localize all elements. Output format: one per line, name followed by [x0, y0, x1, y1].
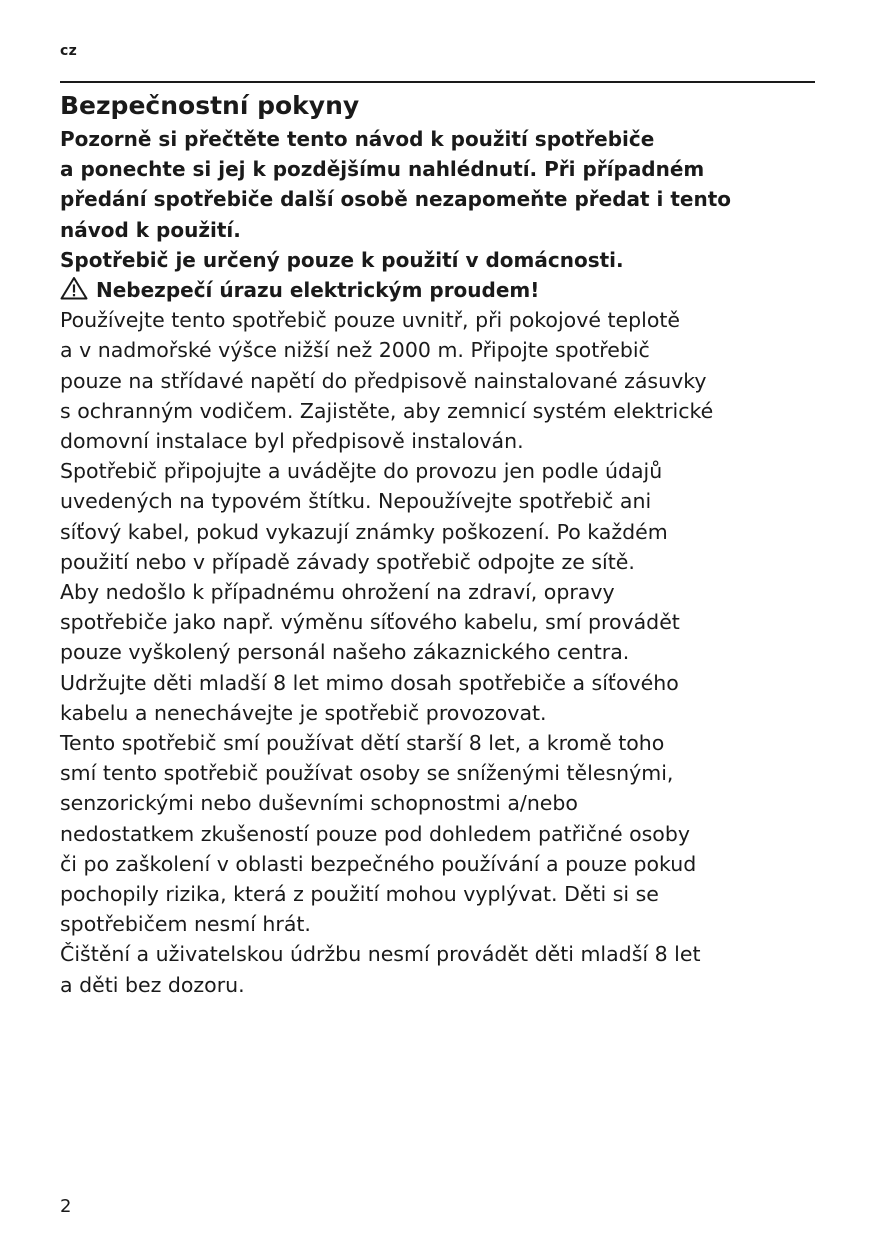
intro-line: návod k použití. [60, 217, 241, 242]
body-line: pouze na střídavé napětí do předpisově nainstalované zásuvky [60, 368, 707, 393]
body-line: Spotřebič připojujte a uvádějte do provozu jen podle údajů [60, 459, 663, 484]
warning-triangle-icon [60, 276, 88, 300]
body-line: použití nebo v případě závady spotřebič odpojte ze sítě. [60, 549, 635, 574]
body-line: Používejte tento spotřebič pouze uvnitř, při pokojové teplotě [60, 308, 681, 333]
intro-line: Pozorně si přečtěte tento návod k použití spotřebiče [60, 127, 655, 151]
safety-body [60, 305, 820, 1000]
body-line: Aby nedošlo k případnému ohrožení na zdraví, opravy [60, 580, 615, 605]
body-line: spotřebiče jako např. výměnu síťového kabelu, smí provádět [60, 610, 680, 635]
section-title: Bezpečnostní pokyny [60, 91, 360, 120]
body-line: pouze vyškolený personál našeho zákaznického centra. [60, 640, 630, 665]
warning-line [60, 275, 820, 305]
body-line: Čištění a uživatelskou údržbu nesmí provádět děti mladší 8 let [60, 942, 701, 967]
language-code: cz [60, 43, 78, 59]
body-line: Tento spotřebič smí používat dětí starší 8 let, a kromě toho [60, 731, 665, 756]
warning-text: Nebezpečí úrazu elektrickým proudem! [96, 278, 540, 303]
body-line: senzorickými nebo duševními schopnostmi a/nebo [60, 791, 578, 816]
body-line: kabelu a nenechávejte je spotřebič provozovat. [60, 700, 547, 725]
body-line: či po zaškolení v oblasti bezpečného používání a pouze pokud [60, 851, 697, 876]
intro-line: a ponechte si jej k pozdějšímu nahlédnutí. Při případném [60, 157, 705, 182]
page-number: 2 [60, 1196, 72, 1217]
body-line: Udržujte děti mladší 8 let mimo dosah spotřebiče a síťového [60, 670, 679, 695]
body-line: s ochranným vodičem. Zajistěte, aby zemnicí systém elektrické [60, 398, 714, 423]
body-line: domovní instalace byl předpisově instalován. [60, 429, 524, 454]
body-line: uvedených na typovém štítku. Nepoužívejte spotřebič ani [60, 489, 652, 514]
body-line: a děti bez dozoru. [60, 972, 245, 997]
body-line: nedostatkem zkušeností pouze pod dohledem patřičné osoby [60, 821, 690, 846]
intro-line: předání spotřebiče další osobě nezapomeňte předat i tento [60, 187, 732, 212]
body-line: spotřebičem nesmí hrát. [60, 912, 311, 937]
body-line: a v nadmořské výšce nižší než 2000 m. Připojte spotřebič [60, 338, 650, 363]
header-divider [60, 81, 815, 83]
safety-section [60, 88, 820, 1000]
body-line: síťový kabel, pokud vykazují známky poškození. Po každém [60, 519, 668, 544]
domestic-use-note: Spotřebič je určený pouze k použití v domácnosti. [60, 247, 624, 272]
body-line: pochopily rizika, která z použití mohou vyplývat. Děti si se [60, 882, 659, 907]
body-line: smí tento spotřebič používat osoby se sníženými tělesnými, [60, 761, 674, 786]
